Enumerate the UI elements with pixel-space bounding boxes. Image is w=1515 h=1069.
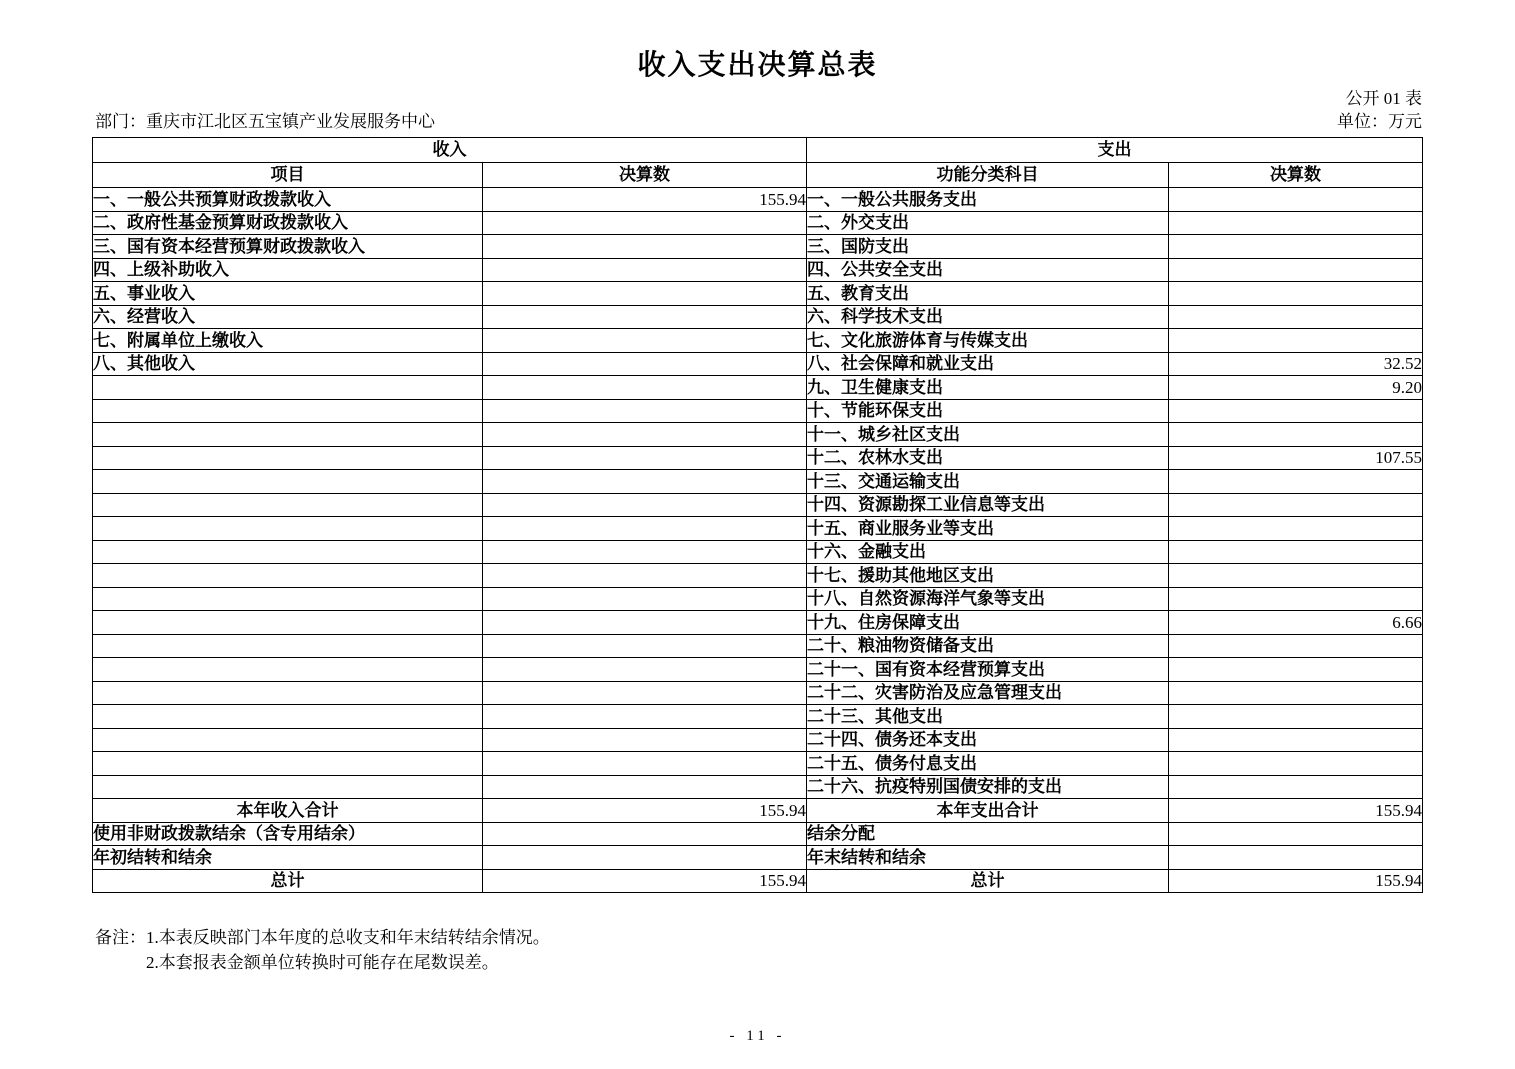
col-header-expenditure-amount: 决算数 xyxy=(1169,163,1423,188)
revenue-amount-cell xyxy=(483,329,807,353)
expenditure-amount-cell xyxy=(1169,470,1423,494)
expenditure-item-cell: 七、文化旅游体育与传媒支出 xyxy=(807,329,1169,353)
expenditure-footer-amount-cell xyxy=(1169,846,1423,870)
expenditure-amount-cell: 6.66 xyxy=(1169,611,1423,635)
note-line-2: 2.本套报表金额单位转换时可能存在尾数误差。 xyxy=(146,952,499,972)
col-header-expenditure-item: 功能分类科目 xyxy=(807,163,1169,188)
expenditure-amount-cell xyxy=(1169,493,1423,517)
table-row xyxy=(93,235,1423,259)
revenue-amount-cell xyxy=(483,681,807,705)
expenditure-amount-cell xyxy=(1169,305,1423,329)
expenditure-item-cell: 六、科学技术支出 xyxy=(807,305,1169,329)
revenue-amount-cell xyxy=(483,305,807,329)
expenditure-item-cell: 十四、资源勘探工业信息等支出 xyxy=(807,493,1169,517)
expenditure-item-cell: 二十五、债务付息支出 xyxy=(807,752,1169,776)
table-row xyxy=(93,470,1423,494)
revenue-footer-amount-cell xyxy=(483,822,807,846)
revenue-item-cell xyxy=(93,611,483,635)
meta-row xyxy=(95,112,1422,132)
section-header-row xyxy=(93,138,1423,163)
revenue-item-cell xyxy=(93,540,483,564)
revenue-amount-cell xyxy=(483,728,807,752)
revenue-footer-label-cell: 总计 xyxy=(93,869,483,893)
table-row xyxy=(93,188,1423,212)
table-row xyxy=(93,399,1423,423)
expenditure-amount-cell: 107.55 xyxy=(1169,446,1423,470)
revenue-item-cell xyxy=(93,587,483,611)
table-row xyxy=(93,446,1423,470)
revenue-item-cell: 六、经营收入 xyxy=(93,305,483,329)
revenue-footer-amount-cell: 155.94 xyxy=(483,799,807,823)
department-name: 重庆市江北区五宝镇产业发展服务中心 xyxy=(146,111,435,131)
expenditure-amount-cell xyxy=(1169,517,1423,541)
table-footer-row xyxy=(93,869,1423,893)
expenditure-item-cell: 八、社会保障和就业支出 xyxy=(807,352,1169,376)
table-row xyxy=(93,705,1423,729)
revenue-item-cell xyxy=(93,517,483,541)
expenditure-amount-cell xyxy=(1169,705,1423,729)
expenditure-section-header: 支出 xyxy=(807,138,1423,163)
table-footer-row xyxy=(93,799,1423,823)
expenditure-amount-cell xyxy=(1169,728,1423,752)
table-row xyxy=(93,775,1423,799)
table-footer-row xyxy=(93,846,1423,870)
table-row xyxy=(93,517,1423,541)
expenditure-amount-cell xyxy=(1169,211,1423,235)
department-label: 部门： xyxy=(95,111,146,131)
revenue-item-cell: 七、附属单位上缴收入 xyxy=(93,329,483,353)
expenditure-item-cell: 二十、粮油物资储备支出 xyxy=(807,634,1169,658)
revenue-amount-cell xyxy=(483,282,807,306)
table-row xyxy=(93,282,1423,306)
table-row xyxy=(93,493,1423,517)
note-line-1 xyxy=(95,926,1515,951)
table-footer-row xyxy=(93,822,1423,846)
expenditure-amount-cell xyxy=(1169,634,1423,658)
expenditure-item-cell: 十三、交通运输支出 xyxy=(807,470,1169,494)
expenditure-amount-cell xyxy=(1169,752,1423,776)
expenditure-footer-amount-cell xyxy=(1169,822,1423,846)
expenditure-amount-cell: 9.20 xyxy=(1169,376,1423,400)
revenue-amount-cell xyxy=(483,705,807,729)
notes-section xyxy=(95,926,1515,975)
expenditure-item-cell: 一、一般公共服务支出 xyxy=(807,188,1169,212)
table-row xyxy=(93,564,1423,588)
expenditure-amount-cell xyxy=(1169,540,1423,564)
column-header-row xyxy=(93,163,1423,188)
revenue-item-cell xyxy=(93,775,483,799)
col-header-revenue-amount: 决算数 xyxy=(483,163,807,188)
revenue-amount-cell xyxy=(483,752,807,776)
revenue-amount-cell xyxy=(483,634,807,658)
revenue-footer-label-cell: 使用非财政拨款结余（含专用结余） xyxy=(93,822,483,846)
revenue-footer-amount-cell xyxy=(483,846,807,870)
expenditure-item-cell: 十二、农林水支出 xyxy=(807,446,1169,470)
table-row xyxy=(93,352,1423,376)
page-number: - 11 - xyxy=(729,1028,786,1044)
expenditure-item-cell: 十九、住房保障支出 xyxy=(807,611,1169,635)
page-title: 收入支出决算总表 xyxy=(637,50,878,81)
revenue-footer-amount-cell: 155.94 xyxy=(483,869,807,893)
revenue-amount-cell xyxy=(483,658,807,682)
expenditure-item-cell: 二、外交支出 xyxy=(807,211,1169,235)
expenditure-item-cell: 二十一、国有资本经营预算支出 xyxy=(807,658,1169,682)
table-row xyxy=(93,681,1423,705)
revenue-item-cell: 二、政府性基金预算财政拨款收入 xyxy=(93,211,483,235)
notes-label: 备注： xyxy=(95,928,146,948)
revenue-item-cell: 三、国有资本经营预算财政拨款收入 xyxy=(93,235,483,259)
expenditure-item-cell: 二十三、其他支出 xyxy=(807,705,1169,729)
revenue-amount-cell xyxy=(483,376,807,400)
table-row xyxy=(93,587,1423,611)
expenditure-footer-label-cell: 结余分配 xyxy=(807,822,1169,846)
unit-label: 单位：万元 xyxy=(1337,111,1422,131)
expenditure-item-cell: 十六、金融支出 xyxy=(807,540,1169,564)
revenue-item-cell xyxy=(93,728,483,752)
revenue-amount-cell xyxy=(483,399,807,423)
revenue-footer-label-cell: 本年收入合计 xyxy=(93,799,483,823)
expenditure-footer-amount-cell: 155.94 xyxy=(1169,869,1423,893)
table-row xyxy=(93,658,1423,682)
expenditure-item-cell: 二十四、债务还本支出 xyxy=(807,728,1169,752)
expenditure-amount-cell xyxy=(1169,188,1423,212)
expenditure-item-cell: 十八、自然资源海洋气象等支出 xyxy=(807,587,1169,611)
expenditure-amount-cell xyxy=(1169,681,1423,705)
revenue-item-cell xyxy=(93,681,483,705)
revenue-amount-cell xyxy=(483,446,807,470)
department-line xyxy=(95,112,435,132)
expenditure-item-cell: 二十二、灾害防治及应急管理支出 xyxy=(807,681,1169,705)
revenue-item-cell xyxy=(93,752,483,776)
revenue-amount-cell xyxy=(483,775,807,799)
expenditure-amount-cell xyxy=(1169,775,1423,799)
expenditure-footer-amount-cell: 155.94 xyxy=(1169,799,1423,823)
revenue-amount-cell xyxy=(483,564,807,588)
table-row xyxy=(93,611,1423,635)
revenue-item-cell xyxy=(93,705,483,729)
table-row xyxy=(93,258,1423,282)
table-row xyxy=(93,211,1423,235)
revenue-footer-label-cell: 年初结转和结余 xyxy=(93,846,483,870)
revenue-item-cell xyxy=(93,470,483,494)
expenditure-item-cell: 十七、援助其他地区支出 xyxy=(807,564,1169,588)
revenue-item-cell xyxy=(93,376,483,400)
table-row xyxy=(93,305,1423,329)
revenue-item-cell: 五、事业收入 xyxy=(93,282,483,306)
col-header-revenue-item: 项目 xyxy=(93,163,483,188)
revenue-amount-cell: 155.94 xyxy=(483,188,807,212)
table-row xyxy=(93,376,1423,400)
expenditure-amount-cell xyxy=(1169,423,1423,447)
revenue-amount-cell xyxy=(483,470,807,494)
revenue-section-header: 收入 xyxy=(93,138,807,163)
table-row xyxy=(93,540,1423,564)
expenditure-amount-cell xyxy=(1169,658,1423,682)
expenditure-item-cell: 十五、商业服务业等支出 xyxy=(807,517,1169,541)
expenditure-item-cell: 三、国防支出 xyxy=(807,235,1169,259)
revenue-item-cell: 四、上级补助收入 xyxy=(93,258,483,282)
expenditure-item-cell: 十一、城乡社区支出 xyxy=(807,423,1169,447)
expenditure-item-cell: 二十六、抗疫特别国债安排的支出 xyxy=(807,775,1169,799)
expenditure-item-cell: 十、节能环保支出 xyxy=(807,399,1169,423)
expenditure-footer-label-cell: 本年支出合计 xyxy=(807,799,1169,823)
expenditure-item-cell: 四、公共安全支出 xyxy=(807,258,1169,282)
revenue-item-cell: 一、一般公共预算财政拨款收入 xyxy=(93,188,483,212)
revenue-item-cell xyxy=(93,423,483,447)
revenue-amount-cell xyxy=(483,258,807,282)
revenue-amount-cell xyxy=(483,611,807,635)
expenditure-amount-cell: 32.52 xyxy=(1169,352,1423,376)
revenue-amount-cell xyxy=(483,517,807,541)
revenue-amount-cell xyxy=(483,352,807,376)
table-code: 公开 01 表 xyxy=(1345,89,1422,109)
revenue-item-cell xyxy=(93,658,483,682)
revenue-item-cell xyxy=(93,634,483,658)
revenue-item-cell xyxy=(93,399,483,423)
budget-summary-table xyxy=(92,137,1423,893)
table-row xyxy=(93,423,1423,447)
expenditure-amount-cell xyxy=(1169,399,1423,423)
revenue-item-cell xyxy=(93,493,483,517)
revenue-amount-cell xyxy=(483,587,807,611)
revenue-amount-cell xyxy=(483,540,807,564)
table-row xyxy=(93,634,1423,658)
table-row xyxy=(93,728,1423,752)
revenue-item-cell: 八、其他收入 xyxy=(93,352,483,376)
expenditure-item-cell: 九、卫生健康支出 xyxy=(807,376,1169,400)
revenue-item-cell xyxy=(93,446,483,470)
revenue-amount-cell xyxy=(483,211,807,235)
revenue-amount-cell xyxy=(483,423,807,447)
expenditure-amount-cell xyxy=(1169,235,1423,259)
table-row xyxy=(93,329,1423,353)
revenue-amount-cell xyxy=(483,493,807,517)
note-text-1: 1.本表反映部门本年度的总收支和年末结转结余情况。 xyxy=(146,928,550,948)
revenue-item-cell xyxy=(93,564,483,588)
expenditure-item-cell: 五、教育支出 xyxy=(807,282,1169,306)
table-row xyxy=(93,752,1423,776)
expenditure-footer-label-cell: 总计 xyxy=(807,869,1169,893)
expenditure-amount-cell xyxy=(1169,329,1423,353)
revenue-amount-cell xyxy=(483,235,807,259)
expenditure-amount-cell xyxy=(1169,282,1423,306)
expenditure-amount-cell xyxy=(1169,258,1423,282)
expenditure-amount-cell xyxy=(1169,587,1423,611)
expenditure-footer-label-cell: 年末结转和结余 xyxy=(807,846,1169,870)
expenditure-amount-cell xyxy=(1169,564,1423,588)
